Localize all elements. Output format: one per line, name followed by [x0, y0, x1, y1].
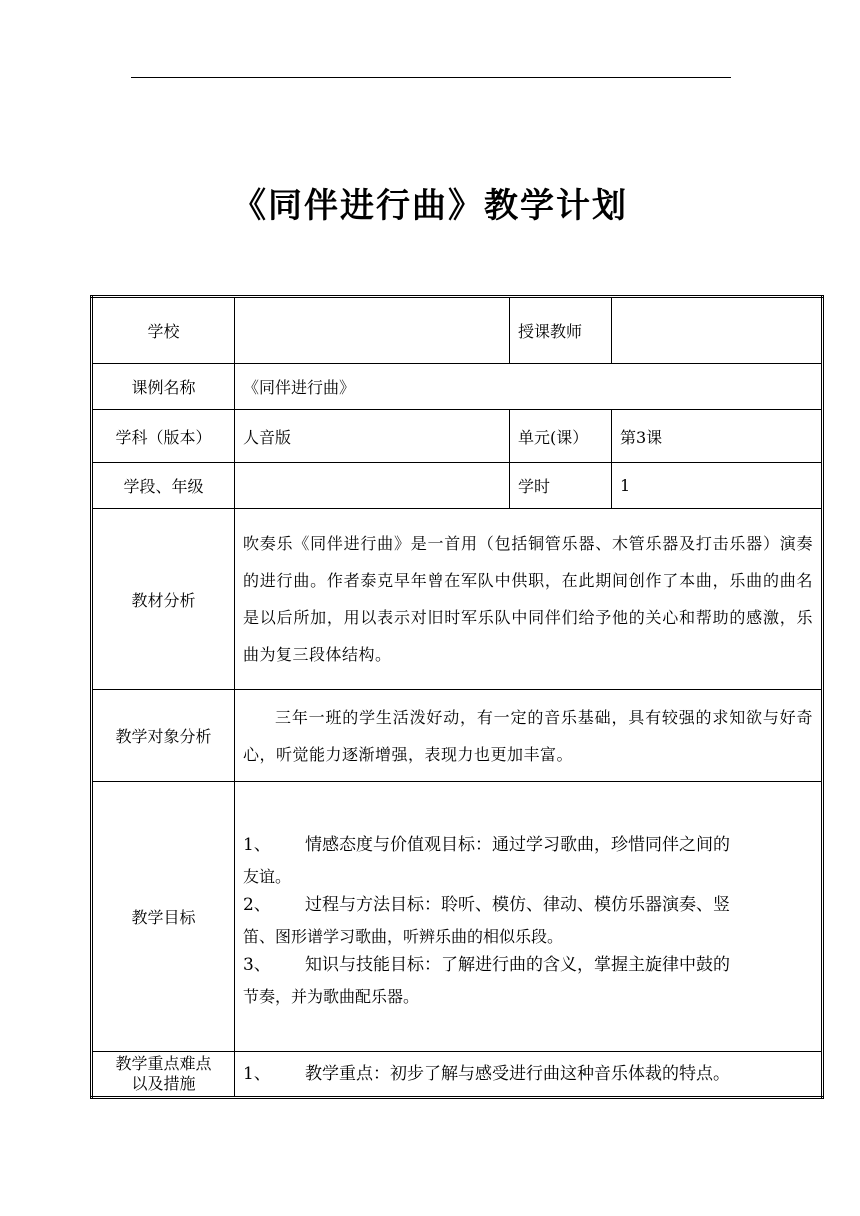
row-subject — [92, 410, 823, 463]
goal-3-number: 3、 — [243, 954, 271, 975]
lesson-plan-table — [90, 295, 824, 1099]
lesson-name-value: 《同伴进行曲》 — [235, 364, 823, 410]
teacher-value — [612, 297, 823, 364]
student-analysis-label: 教学对象分析 — [92, 690, 235, 782]
teaching-goals-label: 教学目标 — [92, 782, 235, 1052]
goal-item-1 — [243, 827, 813, 887]
goal-2-line1: 过程与方法目标：聆听、模仿、律动、模仿乐器演奏、竖 — [305, 894, 730, 915]
goal-3-line2: 节奏，并为歌曲配乐器。 — [243, 986, 420, 1006]
row-lesson-name — [92, 364, 823, 410]
goal-item-3 — [243, 947, 813, 1007]
hours-label: 学时 — [510, 463, 612, 509]
row-student-analysis — [92, 690, 823, 782]
row-material-analysis — [92, 509, 823, 690]
subject-value: 人音版 — [235, 410, 510, 463]
row-school — [92, 297, 823, 364]
material-analysis-label: 教材分析 — [92, 509, 235, 690]
goal-1-line1: 情感态度与价值观目标：通过学习歌曲，珍惜同伴之间的 — [305, 834, 730, 855]
goal-3-line1: 知识与技能目标：了解进行曲的含义，掌握主旋律中鼓的 — [305, 954, 730, 975]
goal-1-number: 1、 — [243, 834, 271, 855]
key-points-label — [92, 1052, 235, 1098]
header-rule — [131, 77, 731, 78]
key-points-label-line2: 以及措施 — [131, 1074, 196, 1093]
lesson-name-label: 课例名称 — [92, 364, 235, 410]
row-key-points — [92, 1052, 823, 1098]
goal-2-number: 2、 — [243, 894, 271, 915]
subject-label: 学科（版本） — [92, 410, 235, 463]
material-analysis-text: 吹奏乐《同伴进行曲》是一首用（包括铜管乐器、木管乐器及打击乐器）演奏的进行曲。作者泰克早年曾在军队中供职，在此期间创作了本曲，乐曲的曲名是以后所加，用以表示对旧时军乐队中同伴们给予他的关心和帮助的感激，乐曲为复三段体结构。 — [235, 509, 823, 690]
grade-label: 学段、年级 — [92, 463, 235, 509]
unit-label: 单元(课） — [510, 410, 612, 463]
row-grade — [92, 463, 823, 509]
goal-item-2 — [243, 887, 813, 947]
school-label: 学校 — [92, 297, 235, 364]
goal-2-line2: 笛、图形谱学习歌曲，听辨乐曲的相似乐段。 — [243, 926, 564, 946]
key-points-text: 教学重点：初步了解与感受进行曲这种音乐体裁的特点。 — [305, 1063, 730, 1084]
key-points-number: 1、 — [243, 1063, 271, 1084]
page-title: 《同伴进行曲》教学计划 — [232, 186, 628, 226]
row-teaching-goals — [92, 782, 823, 1052]
hours-value: 1 — [612, 463, 823, 509]
unit-value: 第3课 — [612, 410, 823, 463]
teaching-goals-list — [235, 782, 823, 1052]
grade-value — [235, 463, 510, 509]
key-points-label-line1: 教学重点难点 — [115, 1054, 212, 1073]
student-analysis-text: 三年一班的学生活泼好动，有一定的音乐基础，具有较强的求知欲与好奇心，听觉能力逐渐增强，表现力也更加丰富。 — [235, 690, 823, 782]
teacher-label: 授课教师 — [510, 297, 612, 364]
school-value — [235, 297, 510, 364]
key-points-content — [235, 1052, 823, 1098]
goal-1-line2: 友谊。 — [243, 866, 292, 886]
